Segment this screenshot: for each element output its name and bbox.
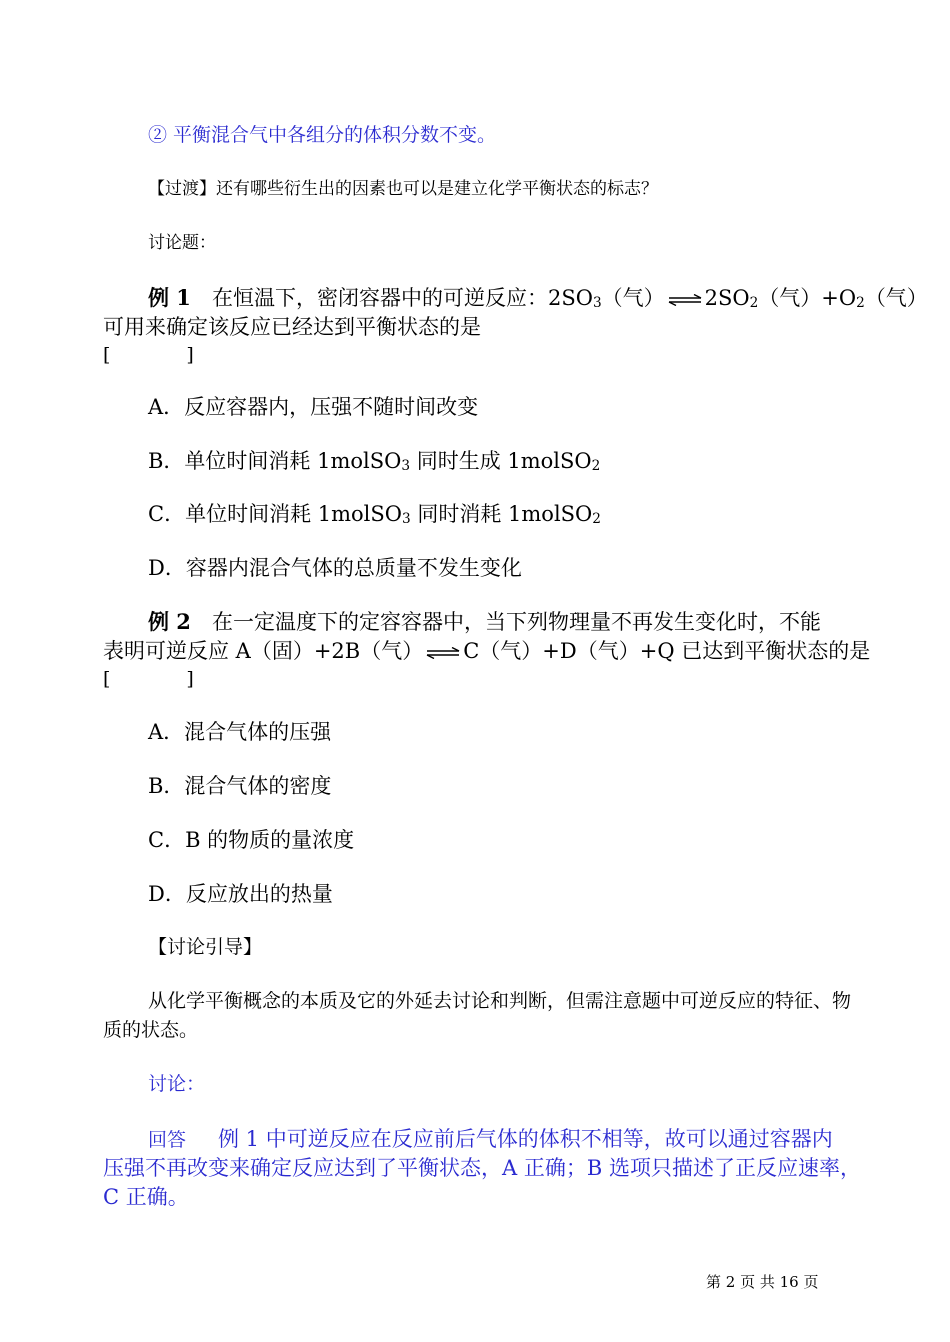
paragraph-discussion-title: 讨论题： [148,233,216,253]
page-footer: 第 2 页 共 16 页 [706,1273,819,1291]
discussion-guide-line-2: 质的状态。 [103,1019,199,1041]
example-2-option-a: A．混合气体的压强 [148,720,332,744]
discussion-guide-line-1: 从化学平衡概念的本质及它的外延去讨论和判断，但需注意题中可逆反应的特征、物 [148,990,852,1012]
discussion-label: 讨论： [148,1073,206,1095]
answer-line-3: C 正确。 [103,1185,189,1209]
example-1-answer-bracket: [ ] [103,344,194,366]
example-2-line-1: 例 2 在一定温度下的定容容器中，当下列物理量不再发生变化时，不能 [148,606,893,636]
paragraph-transition: 【过渡】还有哪些衍生出的因素也可以是建立化学平衡状态的标志？ [148,179,658,199]
example-1-option-d: D．容器内混合气体的总质量不发生变化 [148,556,522,580]
answer-line-1: 回答 例 1 中可逆反应在反应前后气体的体积不相等，故可以通过容器内 [148,1127,833,1151]
example-1-line-2: 可用来确定该反应已经达到平衡状态的是 [103,315,481,339]
example-2-line-2: 表明可逆反应 A（固）+2B（气） C（气）+D（气）+Q 已达到平衡状态的是 [103,639,871,663]
example-2-option-d: D．反应放出的热量 [148,882,333,906]
example-1-option-c: C．单位时间消耗 1molSO$_3$ 同时消耗 1molSO$_2$ [148,502,601,528]
answer-label: 回答 [148,1129,187,1151]
example-2-answer-bracket: [ ] [103,668,194,690]
example-1-option-a: A．反应容器内，压强不随时间改变 [148,395,479,419]
equilibrium-arrow-icon [425,647,461,659]
example-2-option-b: B．混合气体的密度 [148,774,332,798]
example-1-label: 例 1 [148,285,191,310]
paragraph-balance-fraction: ② 平衡混合气中各组分的体积分数不变。 [148,124,497,146]
example-1-option-b: B．单位时间消耗 1molSO$_3$ 同时生成 1molSO$_2$ [148,449,601,475]
equilibrium-arrow-icon [667,294,703,306]
discussion-guide-heading: 【讨论引导】 [148,936,263,958]
example-2-label: 例 2 [148,609,191,634]
example-1-line-1: 例 1 在恒温下，密闭容器中的可逆反应：$2SO_3$（气） $2SO_2$（气）$+O_2$（气） [148,282,893,312]
example-2-option-c: C．B 的物质的量浓度 [148,828,355,852]
answer-line-2: 压强不再改变来确定反应达到了平衡状态，A 正确；B 选项只描述了正反应速率， [103,1156,861,1180]
